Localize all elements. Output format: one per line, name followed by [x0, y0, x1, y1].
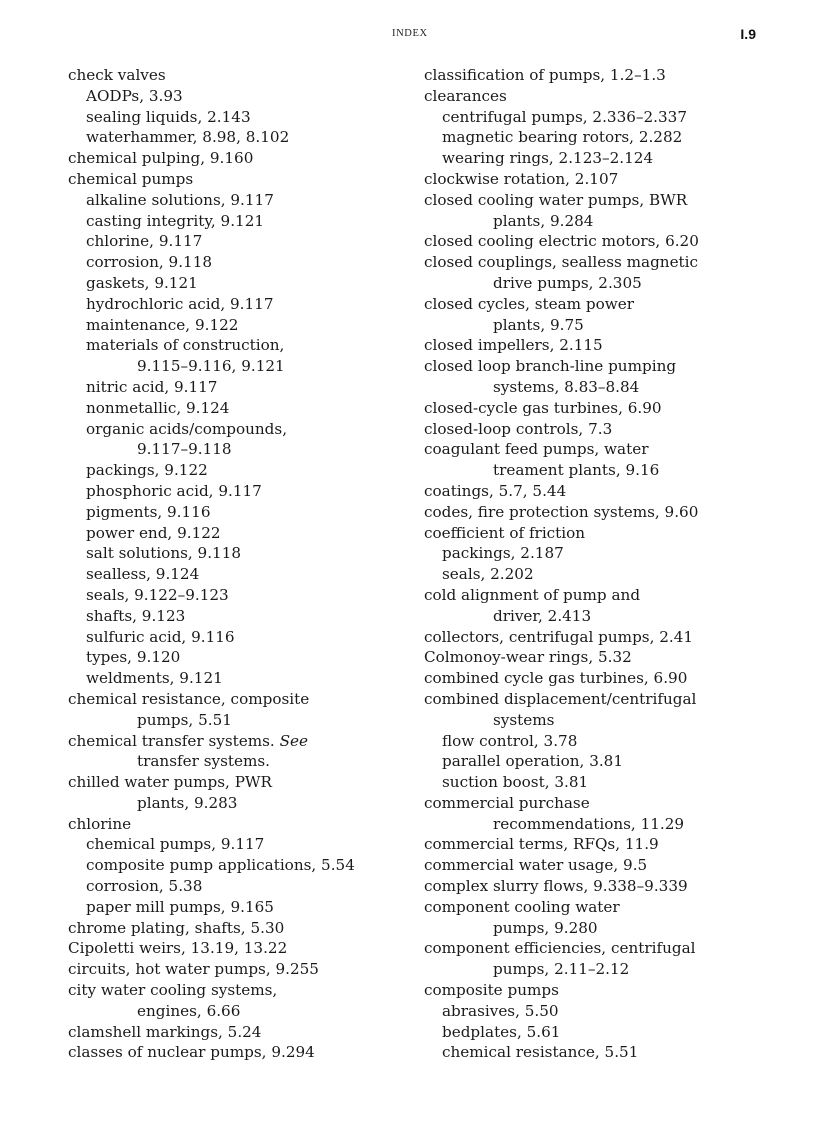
- index-entry: [424, 938, 764, 959]
- page-number: I.9: [740, 26, 756, 42]
- index-entry-text: closed cycles, steam power: [424, 294, 635, 313]
- index-subentry: [68, 252, 408, 273]
- index-entry-continuation: [424, 814, 764, 835]
- index-entry-text: corrosion, 5.38: [86, 877, 203, 896]
- index-entry-continuation: [424, 959, 764, 980]
- index-entry-continuation: [68, 439, 408, 460]
- index-entry: [424, 647, 764, 668]
- index-entry-continuation: [424, 273, 764, 294]
- index-entry-text: 9.117–9.118: [137, 440, 232, 459]
- index-subentry: [68, 377, 408, 398]
- index-subentry: [424, 148, 764, 169]
- index-entry: [424, 980, 764, 1001]
- index-entry: [68, 731, 408, 752]
- index-entry-text: chrome plating, shafts, 5.30: [68, 918, 285, 937]
- index-entry: [424, 689, 764, 710]
- index-entry: [424, 585, 764, 606]
- index-entry-text: chemical resistance, 5.51: [442, 1043, 639, 1062]
- index-subentry: [68, 502, 408, 523]
- index-entry-text: power end, 9.122: [86, 523, 221, 542]
- index-column-left: [68, 65, 408, 1063]
- index-entry-text: drive pumps, 2.305: [493, 273, 642, 292]
- index-subentry: [68, 834, 408, 855]
- index-entry-text: types, 9.120: [86, 648, 181, 667]
- index-column-right: [424, 65, 764, 1063]
- index-entry-text: maintenance, 9.122: [86, 315, 239, 334]
- index-entry-text: commercial terms, RFQs, 11.9: [424, 835, 659, 854]
- index-entry-text: sealless, 9.124: [86, 565, 200, 584]
- index-entry: [424, 855, 764, 876]
- index-entry-text: cold alignment of pump and: [424, 585, 641, 604]
- index-entry-text: clearances: [424, 86, 507, 105]
- index-subentry: [68, 335, 408, 356]
- index-entry-text: chemical pumps: [68, 169, 194, 188]
- index-entry: [424, 190, 764, 211]
- index-entry-text: coatings, 5.7, 5.44: [424, 481, 567, 500]
- index-entry-text: component efficiencies, centrifugal: [424, 939, 696, 958]
- index-entry-text: closed couplings, sealless magnetic: [424, 253, 699, 272]
- index-subentry: [424, 751, 764, 772]
- index-entry: [424, 481, 764, 502]
- index-entry-text: composite pump applications, 5.54: [86, 856, 355, 875]
- index-entry-text: classes of nuclear pumps, 9.294: [68, 1043, 315, 1062]
- index-entry-text: closed-cycle gas turbines, 6.90: [424, 398, 662, 417]
- index-entry: [68, 65, 408, 86]
- index-entry-text: engines, 6.66: [137, 1001, 241, 1020]
- index-entry-text: Colmonoy-wear rings, 5.32: [424, 648, 632, 667]
- index-entry-text: alkaline solutions, 9.117: [86, 190, 274, 209]
- index-entry-text: collectors, centrifugal pumps, 2.41: [424, 627, 694, 646]
- index-entry-text: hydrochloric acid, 9.117: [86, 294, 274, 313]
- index-subentry: [424, 731, 764, 752]
- index-entry-text: clockwise rotation, 2.107: [424, 169, 619, 188]
- index-entry-text: weldments, 9.121: [86, 669, 223, 688]
- index-subentry: [68, 627, 408, 648]
- index-entry-text: phosphoric acid, 9.117: [86, 481, 262, 500]
- index-entry-text: component cooling water: [424, 897, 620, 916]
- index-entry-continuation: [424, 315, 764, 336]
- index-entry: [68, 148, 408, 169]
- index-entry-text: sealing liquids, 2.143: [86, 107, 251, 126]
- index-entry: [424, 834, 764, 855]
- index-subentry: [68, 107, 408, 128]
- index-entry-continuation: [424, 377, 764, 398]
- index-entry-text: clamshell markings, 5.24: [68, 1022, 262, 1041]
- index-entry-text: recommendations, 11.29: [493, 814, 685, 833]
- index-subentry: [68, 231, 408, 252]
- index-entry-text: chemical transfer systems.: [68, 731, 280, 750]
- index-subentry: [68, 876, 408, 897]
- index-entry-text: materials of construction,: [86, 336, 285, 355]
- index-subentry: [424, 1042, 764, 1063]
- index-entry-text: centrifugal pumps, 2.336–2.337: [442, 107, 687, 126]
- index-entry: [424, 502, 764, 523]
- index-entry: [424, 252, 764, 273]
- index-entry: [68, 980, 408, 1001]
- index-entry-text: packings, 9.122: [86, 461, 208, 480]
- index-subentry: [424, 1001, 764, 1022]
- index-entry: [68, 938, 408, 959]
- index-entry: [68, 169, 408, 190]
- index-entry: [68, 1042, 408, 1063]
- index-subentry: [68, 543, 408, 564]
- index-entry-text: salt solutions, 9.118: [86, 544, 242, 563]
- index-subentry: [68, 606, 408, 627]
- index-entry-text: classification of pumps, 1.2–1.3: [424, 66, 666, 84]
- index-subentry: [68, 855, 408, 876]
- index-entry-text: abrasives, 5.50: [442, 1001, 559, 1020]
- index-entry: [424, 419, 764, 440]
- index-entry-text: paper mill pumps, 9.165: [86, 897, 274, 916]
- index-entry-text: check valves: [68, 66, 166, 84]
- index-entry: [424, 793, 764, 814]
- index-entry-text: systems, 8.83–8.84: [493, 377, 640, 396]
- index-entry-text: composite pumps: [424, 981, 559, 1000]
- index-entry-text: corrosion, 9.118: [86, 253, 213, 272]
- index-entry-text: suction boost, 3.81: [442, 773, 589, 792]
- index-entry: [424, 86, 764, 107]
- index-entry-text: closed loop branch-line pumping: [424, 357, 677, 376]
- index-entry-text: pumps, 9.280: [493, 918, 598, 937]
- index-entry: [424, 356, 764, 377]
- index-subentry: [68, 315, 408, 336]
- index-subentry: [424, 564, 764, 585]
- index-entry-text: commercial purchase: [424, 793, 590, 812]
- index-entry-text: gaskets, 9.121: [86, 273, 198, 292]
- index-entry: [424, 335, 764, 356]
- index-entry-text: flow control, 3.78: [442, 731, 578, 750]
- index-entry: [424, 65, 764, 86]
- index-subentry: [68, 127, 408, 148]
- index-entry-text: chlorine: [68, 814, 132, 833]
- index-entry: [424, 169, 764, 190]
- index-entry-text: bedplates, 5.61: [442, 1022, 561, 1041]
- index-entry-continuation: [424, 211, 764, 232]
- index-entry-text: casting integrity, 9.121: [86, 211, 265, 230]
- index-entry-text: complex slurry flows, 9.338–9.339: [424, 877, 688, 896]
- index-entry-text: transfer systems.: [137, 752, 270, 771]
- index-entry: [68, 689, 408, 710]
- index-subentry: [68, 419, 408, 440]
- index-entry-continuation: [68, 751, 408, 772]
- index-entry-text: combined cycle gas turbines, 6.90: [424, 669, 688, 688]
- index-entry-text: packings, 2.187: [442, 544, 564, 563]
- running-head: INDEX: [392, 28, 428, 39]
- index-entry-text: closed cooling water pumps, BWR: [424, 190, 688, 209]
- index-entry-text: chilled water pumps, PWR: [68, 773, 272, 792]
- index-entry-text: waterhammer, 8.98, 8.102: [86, 128, 290, 147]
- index-entry-text: driver, 2.413: [493, 606, 592, 625]
- index-entry: [68, 1022, 408, 1043]
- index-subentry: [68, 647, 408, 668]
- index-entry-continuation: [68, 1001, 408, 1022]
- index-entry-text: organic acids/compounds,: [86, 419, 288, 438]
- index-entry-text: city water cooling systems,: [68, 981, 278, 1000]
- index-entry-text: treament plants, 9.16: [493, 461, 660, 480]
- index-entry: [68, 772, 408, 793]
- index-entry-text: closed cooling electric motors, 6.20: [424, 232, 699, 251]
- index-entry-text: chemical pumps, 9.117: [86, 835, 265, 854]
- index-entry-text: combined displacement/centrifugal: [424, 689, 697, 708]
- index-entry-text: pumps, 2.11–2.12: [493, 960, 630, 979]
- index-entry: [424, 523, 764, 544]
- index-entry-continuation: [424, 710, 764, 731]
- index-entry-text: coagulant feed pumps, water: [424, 440, 649, 459]
- index-entry: [68, 814, 408, 835]
- index-entry-text: seals, 9.122–9.123: [86, 585, 229, 604]
- index-entry: [424, 398, 764, 419]
- index-subentry: [68, 211, 408, 232]
- index-entry-text: parallel operation, 3.81: [442, 752, 624, 771]
- index-entry-text: sulfuric acid, 9.116: [86, 627, 235, 646]
- index-entry-continuation: [424, 918, 764, 939]
- index-entry-continuation: [68, 356, 408, 377]
- index-entry-text: wearing rings, 2.123–2.124: [442, 149, 654, 168]
- index-subentry: [68, 668, 408, 689]
- index-subentry: [68, 273, 408, 294]
- index-entry-text: plants, 9.75: [493, 315, 584, 334]
- index-subentry: [68, 294, 408, 315]
- page-header: [0, 28, 816, 44]
- index-entry-text: magnetic bearing rotors, 2.282: [442, 128, 683, 147]
- index-entry-text: codes, fire protection systems, 9.60: [424, 502, 699, 521]
- index-subentry: [424, 107, 764, 128]
- index-subentry: [68, 897, 408, 918]
- index-entry: [424, 439, 764, 460]
- index-entry-text: nonmetallic, 9.124: [86, 398, 230, 417]
- index-entry: [424, 897, 764, 918]
- index-entry-text: commercial water usage, 9.5: [424, 856, 648, 875]
- index-entry-continuation: [424, 460, 764, 481]
- index-entry-text: seals, 2.202: [442, 565, 534, 584]
- index-entry-text: plants, 9.283: [137, 793, 238, 812]
- cross-reference-see: See: [279, 731, 308, 750]
- index-entry-text: circuits, hot water pumps, 9.255: [68, 960, 319, 979]
- index-entry-text: plants, 9.284: [493, 211, 594, 230]
- index-entry-text: 9.115–9.116, 9.121: [137, 357, 285, 376]
- index-entry-continuation: [68, 793, 408, 814]
- index-entry-text: Cipoletti weirs, 13.19, 13.22: [68, 939, 288, 958]
- index-entry-text: AODPs, 3.93: [86, 86, 183, 105]
- index-entry-text: chlorine, 9.117: [86, 232, 203, 251]
- index-subentry: [424, 127, 764, 148]
- index-subentry: [68, 190, 408, 211]
- index-subentry: [424, 543, 764, 564]
- index-subentry: [68, 86, 408, 107]
- index-entry-text: shafts, 9.123: [86, 606, 186, 625]
- index-entry: [68, 918, 408, 939]
- index-subentry: [68, 481, 408, 502]
- index-entry: [424, 231, 764, 252]
- index-entry: [424, 876, 764, 897]
- index-entry-text: pumps, 5.51: [137, 710, 232, 729]
- index-entry-text: closed-loop controls, 7.3: [424, 419, 613, 438]
- index-subentry: [68, 564, 408, 585]
- index-entry: [68, 959, 408, 980]
- index-entry-text: coefficient of friction: [424, 523, 586, 542]
- index-subentry: [68, 398, 408, 419]
- index-entry-text: chemical resistance, composite: [68, 689, 310, 708]
- index-subentry: [68, 523, 408, 544]
- index-entry-text: closed impellers, 2.115: [424, 336, 603, 355]
- index-subentry: [424, 772, 764, 793]
- index-entry: [424, 294, 764, 315]
- index-entry-text: systems: [493, 710, 555, 729]
- index-entry-continuation: [424, 606, 764, 627]
- index-entry: [424, 668, 764, 689]
- index-subentry: [68, 460, 408, 481]
- index-entry-text: nitric acid, 9.117: [86, 377, 218, 396]
- index-entry: [424, 627, 764, 648]
- index-entry-text: pigments, 9.116: [86, 502, 211, 521]
- index-subentry: [68, 585, 408, 606]
- index-subentry: [424, 1022, 764, 1043]
- index-entry-continuation: [68, 710, 408, 731]
- index-entry-text: chemical pulping, 9.160: [68, 149, 254, 168]
